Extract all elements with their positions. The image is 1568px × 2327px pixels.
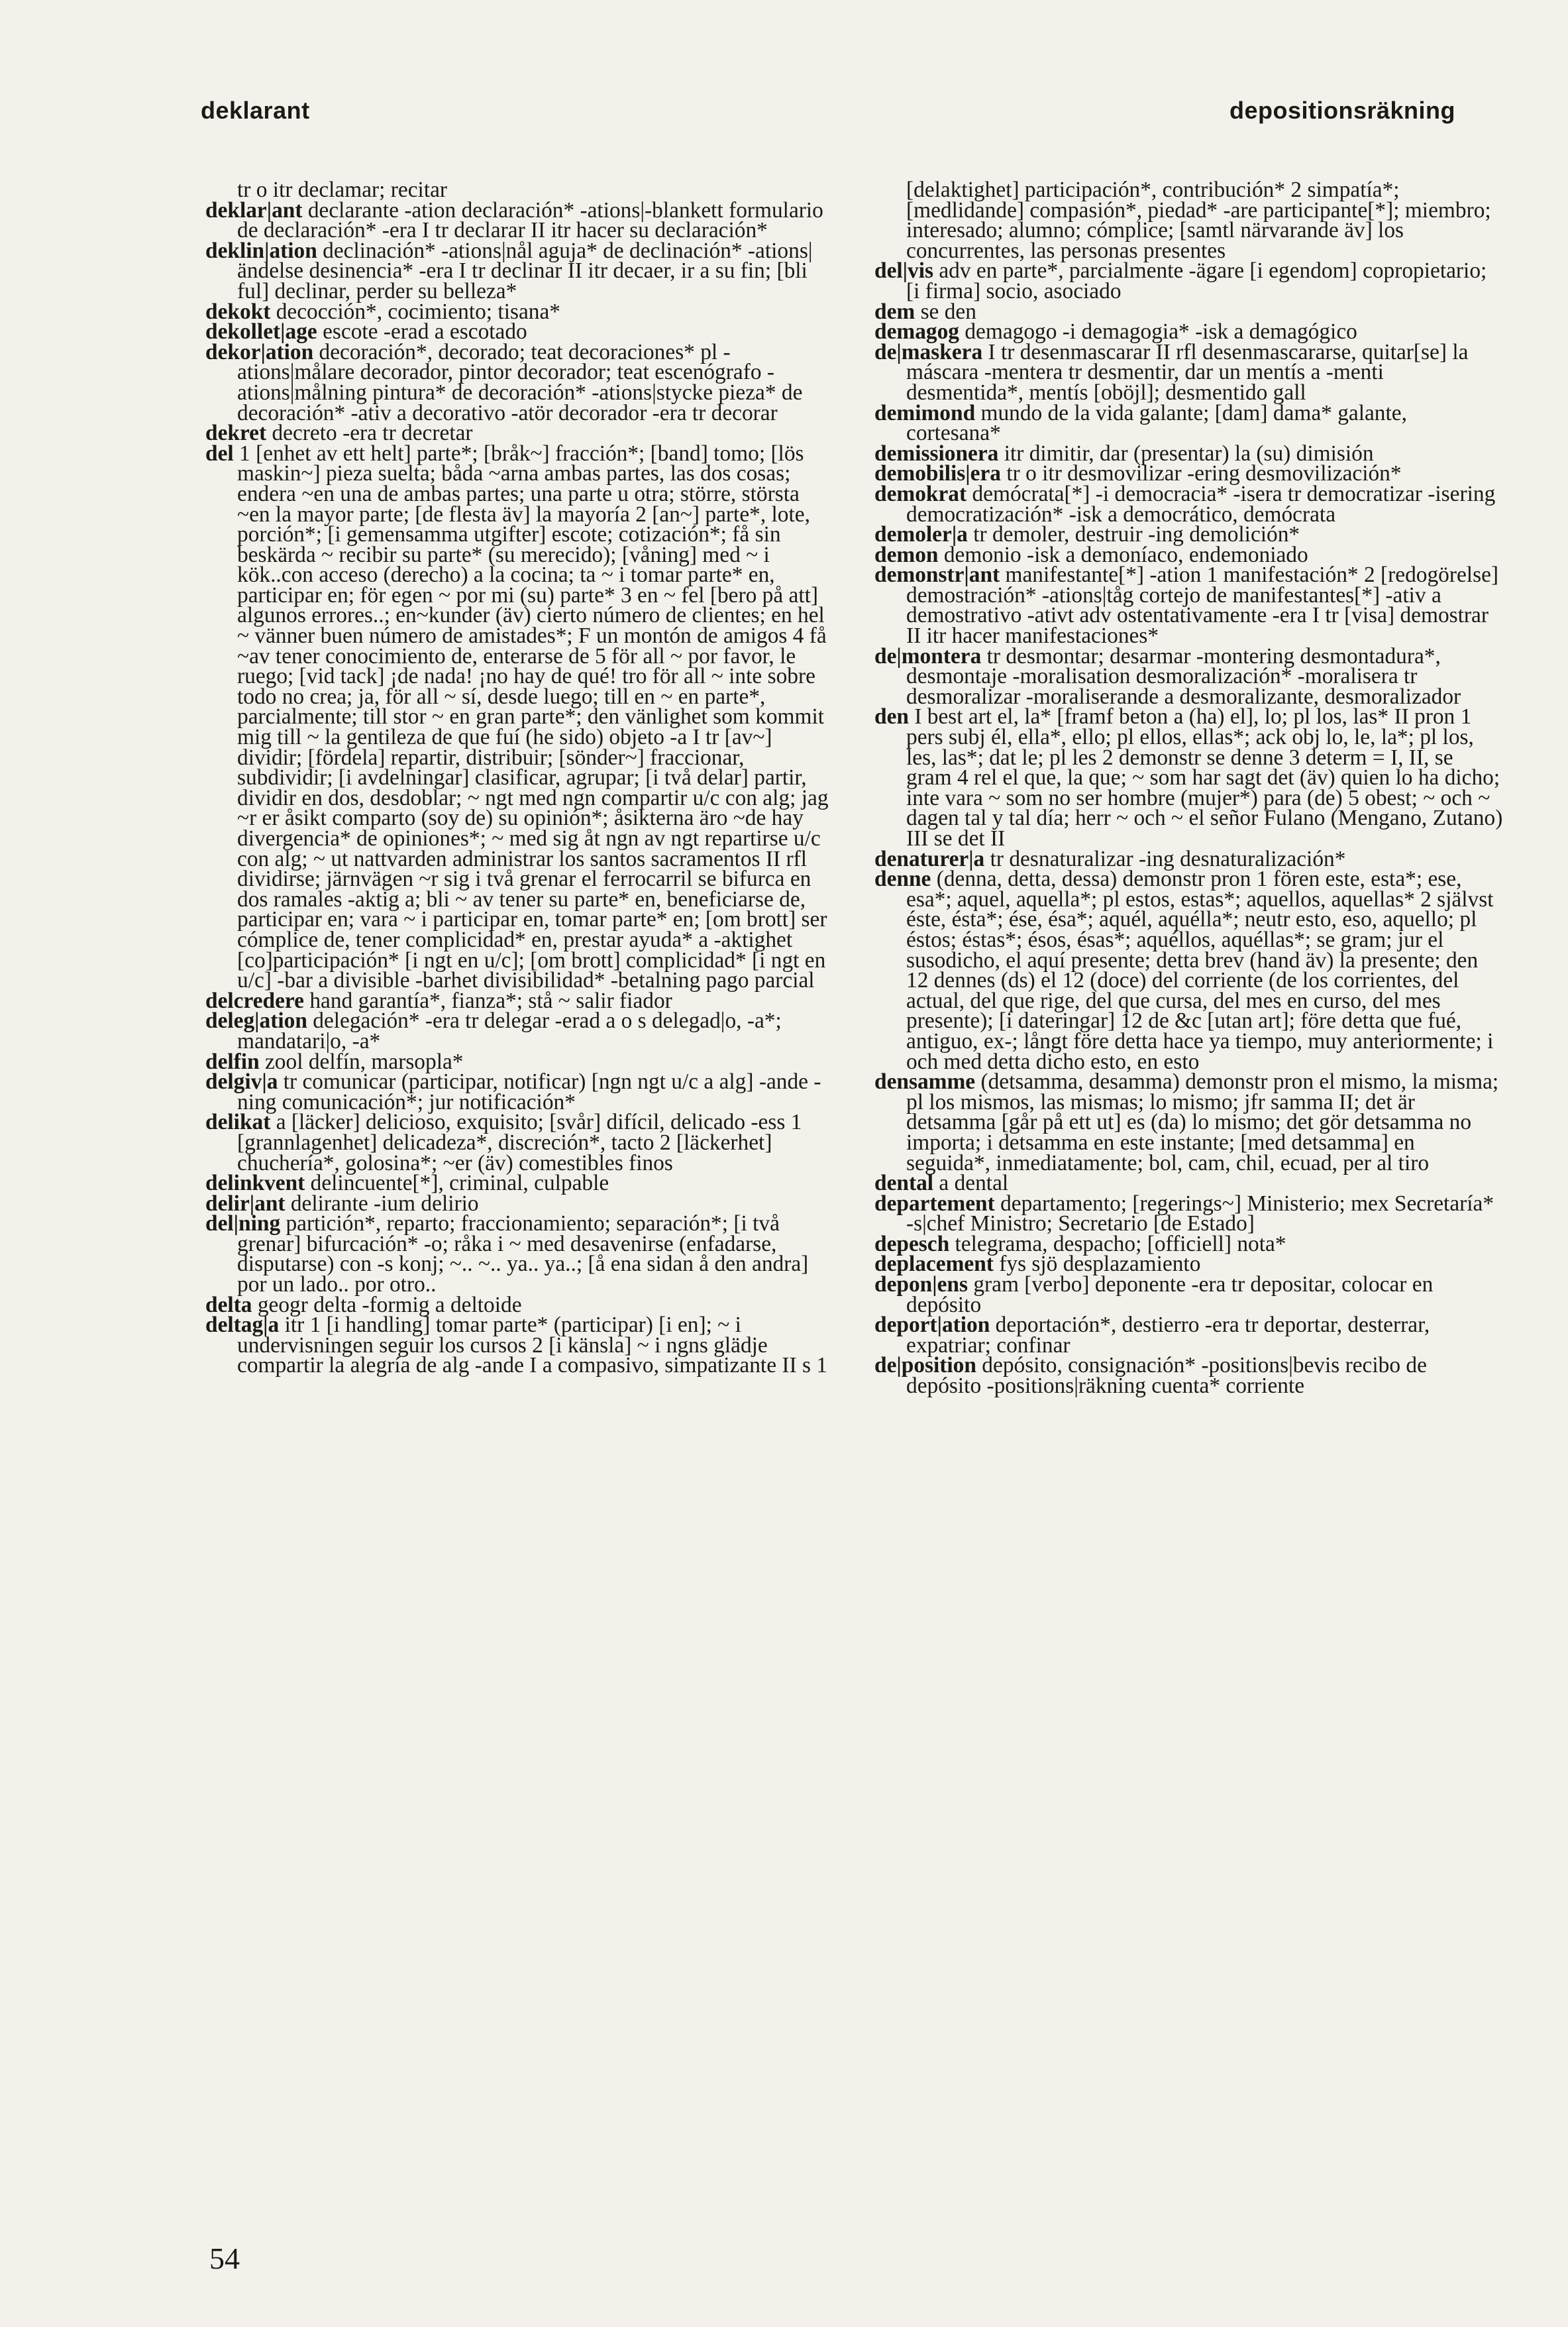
headword: deport|ation	[874, 1313, 990, 1338]
headword: delikat	[205, 1110, 271, 1135]
page-number: 54	[209, 2242, 240, 2275]
headword: demon	[874, 542, 939, 567]
headword: demonstr|ant	[874, 563, 1000, 588]
dictionary-entry: demimond mundo de la vida galante; [dam] dama* galante, cortesana*	[874, 400, 1407, 446]
headword: demoler|a	[874, 522, 968, 547]
dictionary-entry: dem se den	[874, 299, 976, 324]
dictionary-entry: demoler|a tr demoler, destruir -ing demolición*	[874, 522, 1300, 547]
headword: deltag|a	[205, 1313, 280, 1338]
dictionary-entry: den I best art el, la* [framf beton a (ha) el], lo; pl los, las* II pron 1 pers subj él, ella*, ello; pl ellos, ellas*; ack obj lo, le, la*; pl los, les, las*; dat le; pl les 2 demonstr se denne 3 determ = I, II, se gram 4 rel el que, la que; ~ som har sagt det (äv) quien lo ha dicho; inte vara ~ som no ser hombre (mujer*) para (de) 5 obest; ~ och ~ dagen tal y tal día; herr ~ och ~ el señor Fulano (Mengano, Zutano) III se det II	[874, 704, 1503, 851]
headword: den	[874, 704, 909, 730]
headword: densamme	[874, 1069, 976, 1095]
dictionary-entry: delta geogr delta -formig a deltoide	[205, 1292, 522, 1317]
dictionary-entry: deleg|ation delegación* -era tr delegar -erad a o s delegad|o, -a*; mandatari|o, -a*	[205, 1008, 782, 1054]
dictionary-entry: dekollet|age escote -erad a escotado	[205, 319, 527, 345]
dictionary-entry: delcredere hand garantía*, fianza*; stå ~ salir fiador	[205, 988, 672, 1013]
headword: demokrat	[874, 481, 967, 506]
dictionary-entry: departement departamento; [regerings~] Ministerio; mex Secretaría* -s|chef Ministro; Secretario [de Estado]	[874, 1191, 1494, 1236]
headword: de|maskera	[874, 339, 983, 364]
dictionary-entry: densamme (detsamma, desamma) demonstr pron el mismo, la misma; pl los mismos, las mismas; lo mismo; jfr samma II; det är detsamma [går på ett ut] es (da) lo mismo; det gör detsamma no importa; i detsamma en este instante; [med detsamma] en seguida*, inmediatamente; bol, cam, chil, ecuad, per al tiro	[874, 1069, 1499, 1175]
headword: depon|ens	[874, 1272, 968, 1297]
dictionary-entry: deklar|ant declarante -ation declaración* -ations|-blankett formulario de declaración* -era I tr declarar II itr hacer su declaración*	[205, 197, 823, 243]
dictionary-entry: [delaktighet] participación*, contribución* 2 simpatía*; [medlidande] compasión*, piedad* -are participante[*]; miembro; interesado; alumno; cómplice; [samtl närvarande äv] los concurrentes, las personas presentes	[906, 178, 1491, 263]
dictionary-entry: deplacement fys sjö desplazamiento	[874, 1252, 1201, 1277]
running-head-left: deklarant	[201, 97, 310, 124]
headword: deklin|ation	[205, 238, 317, 263]
headword: delgiv|a	[205, 1069, 278, 1095]
right-column	[874, 180, 1504, 1397]
headword: del|vis	[874, 258, 933, 284]
headword: deklar|ant	[205, 197, 303, 223]
headword: depesch	[874, 1231, 950, 1256]
dictionary-entry: demagog demagogo -i demagogia* -isk a demagógico	[874, 319, 1357, 345]
dictionary-entry: delgiv|a tr comunicar (participar, notificar) [ngn ngt u/c a alg] -ande -ning comunicación*; jur notificación*	[205, 1069, 821, 1114]
headword: demobilis|era	[874, 461, 1001, 486]
headword: demimond	[874, 400, 976, 425]
headword: dekollet|age	[205, 319, 317, 345]
headword: de|position	[874, 1353, 976, 1378]
dictionary-entry: dental a dental	[874, 1171, 1009, 1196]
headword: dekret	[205, 421, 267, 446]
headword: deleg|ation	[205, 1008, 307, 1034]
dictionary-entry: demobilis|era tr o itr desmovilizar -ering desmovilización*	[874, 461, 1402, 486]
headword: delta	[205, 1292, 252, 1317]
dictionary-entry: demokrat demócrata[*] -i democracia* -isera tr democratizar -isering democratización* -isk a democrático, demócrata	[874, 481, 1496, 527]
dictionary-entry: dekokt decocción*, cocimiento; tisana*	[205, 299, 560, 324]
dictionary-entry: demonstr|ant manifestante[*] -ation 1 manifestación* 2 [redogörelse] demostración* -ations|tåg cortejo de manifestantes[*] -ativ a demostrativo -ativt adv ostentativamente -era I tr [visa] demostrar II itr hacer manifestaciones*	[874, 563, 1499, 649]
headword: de|montera	[874, 643, 982, 669]
dictionary-entry: deport|ation deportación*, destierro -era tr deportar, desterrar, expatriar; confinar	[874, 1313, 1430, 1358]
headword: del|ning	[205, 1211, 281, 1236]
headword: denne	[874, 867, 931, 892]
dictionary-entry: de|maskera I tr desenmascarar II rfl desenmascararse, quitar[se] la máscara -mentera tr desmentir, dar un mentís a -menti desmentida*, mentís [oböjl]; desmentido gall	[874, 339, 1469, 405]
headword: delcredere	[205, 988, 304, 1013]
headword: delfin	[205, 1049, 260, 1074]
dictionary-entry: demissionera itr dimitir, dar (presentar) la (su) dimisión	[874, 441, 1374, 466]
dictionary-entry: tr o itr declamar; recitar	[237, 178, 448, 202]
headword: del	[205, 441, 234, 466]
dictionary-entry: denne (denna, detta, dessa) demonstr pron 1 fören este, esta*; ese, esa*; aquel, aquella*; pl estos, estas*; aquellos, aquellas* 2 självst éste, ésta*; ése, ésa*; aquél, aquélla*; neutr esto, eso, aquello; pl éstos; éstas*; ésos, ésas*; aquéllos, aquéllas*; se gram; jur el susodicho, el aquí presente; detta brev (hand äv) la presente; den 12 dennes (ds) el 12 (doce) del corriente (de los corrientes, del actual, del que rige, del que cursa, del mes en curso, del mes presente); [i dateringar] 12 de &c [utan art]; före detta que fué, antiguo, ex-; långt före detta hace ya tiempo, muy anteriormente; i och med detta dicho esto, en esto	[874, 867, 1494, 1074]
dictionary-entry: delir|ant delirante -ium delirio	[205, 1191, 479, 1216]
dictionary-entry: delfin zool delfín, marsopla*	[205, 1049, 464, 1074]
dictionary-entry: delikat a [läcker] delicioso, exquisito; [svår] difícil, delicado -ess 1 [grannlagenhet] delicadeza*, discreción*, tacto 2 [läckerhet] chuchería*, golosina*; ~er (äv) comestibles finos	[205, 1110, 802, 1175]
dictionary-entry: delinkvent delincuente[*], criminal, culpable	[205, 1171, 609, 1196]
headword: dekor|ation	[205, 339, 314, 364]
dictionary-entry: deklin|ation declinación* -ations|nål aguja* de declinación* -ations|ändelse desinencia* -era I tr declinar II itr decaer, ir a su fin; [bli ful] declinar, perder su belleza*	[205, 238, 813, 303]
dictionary-entry: de|montera tr desmontar; desarmar -montering desmontadura*, desmontaje -moralisation desmoralización* -moralisera tr desmoralizar -moraliserande a desmoralizante, desmoralizador	[874, 643, 1461, 709]
headword: dem	[874, 299, 915, 324]
dictionary-entry: del 1 [enhet av ett helt] parte*; [bråk~] fracción*; [band] tomo; [lös maskin~] pieza suelta; båda ~arna ambas partes, las dos cosas; endera ~en una de ambas partes; una parte u otra; större, största ~en la mayor parte; [de flesta äv] la mayoría 2 [an~] parte*, lote, porción*; [i gemensamma utgifter] escote; cotización*; få sin beskärda ~ recibir su parte* (su merecido); [våning] med ~ i kök..con acceso (derecho) a la cocina; ta ~ i tomar parte* en, participar en; för egen ~ por mi (su) parte* 3 en ~ fel [bero på att] algunos errores..; en~kunder (äv) cierto número de clientes; en hel ~ vänner buen número de amistades*; F un montón de amigos 4 få ~av tener conocimiento de, enterarse de 5 för all ~ por favor, le ruego; [vid tack] ¡de nada! ¡no hay de qué! tro för all ~ inte sobre todo no crea; ja, för all ~ sí, desde luego; till en ~ en parte*, parcialmente; till stor ~ en gran parte*; den vänlighet som kommit mig till ~ la gentileza de que fuí (he sido) objeto -a I tr [av~] dividir; [fördela] repartir, distribuir; [sönder~] fraccionar, subdividir; [i avdelningar] clasificar, agrupar; [i två delar] partir, dividir en dos, desdoblar; ~ ngt med ngn compartir u/c con alg; jag ~r er åsikt comparto (soy de) su opinión*; åsikterna äro ~de hay divergencia* de opiniones*; ~ med sig åt ngn av ngt repartirse u/c con alg; ~ ut nattvarden administrar los santos sacramentos II rfl dividirse; järnvägen ~r sig i två grenar el ferrocarril se bifurca en dos ramales -aktig a; bli ~ av tener su parte* en, beneficiarse de, participar en; vara ~ i participar en, tomar parte* en; [om brott] ser cómplice de, tener complicidad* en, prestar ayuda* a -aktighet [co]participación* [i ngt en u/c]; [om brott] complicidad* [i ngt en u/c] -bar a divisible -barhet divisibilidad* -betalning pago parcial	[205, 441, 829, 993]
dictionary-entry: depon|ens gram [verbo] deponente -era tr depositar, colocar en depósito	[874, 1272, 1434, 1317]
headword: dental	[874, 1171, 934, 1196]
dictionary-entry: del|vis adv en parte*, parcialmente -ägare [i egendom] copropietario; [i firma] socio, asociado	[874, 258, 1487, 303]
headword: departement	[874, 1191, 995, 1216]
dictionary-entry: del|ning partición*, reparto; fraccionamiento; separación*; [i två grenar] bifurcación* -o; råka i ~ med desavenirse (enfadarse, disputarse) con -s konj; ~.. ~.. ya.. ya..; [å ena sidan å den andra] por un lado.. por otro..	[205, 1211, 809, 1297]
headword: denaturer|a	[874, 846, 985, 871]
headword: demagog	[874, 319, 959, 345]
dictionary-entry: denaturer|a tr desnaturalizar -ing desnaturalización*	[874, 846, 1346, 871]
headword: deplacement	[874, 1252, 994, 1277]
dictionary-entry: dekret decreto -era tr decretar	[205, 421, 473, 446]
headword: delir|ant	[205, 1191, 286, 1216]
dictionary-entry: deltag|a itr 1 [i handling] tomar parte* (participar) [i en]; ~ i undervisningen seguir los cursos 2 [i känsla] ~ i ngns glädje compartir la alegría de alg -ande I a compasivo, simpatizante II s 1	[205, 1313, 827, 1378]
left-column	[205, 180, 835, 1376]
headword: dekokt	[205, 299, 271, 324]
dictionary-entry: depesch telegrama, despacho; [officiell] nota*	[874, 1231, 1286, 1256]
running-head-right: depositionsräkning	[1229, 97, 1455, 124]
headword: delinkvent	[205, 1171, 305, 1196]
dictionary-entry: de|position depósito, consignación* -positions|bevis recibo de depósito -positions|räkning cuenta* corriente	[874, 1353, 1427, 1399]
dictionary-entry: dekor|ation decoración*, decorado; teat decoraciones* pl -ations|målare decorador, pintor decorador; teat escenógrafo -ations|målning pintura* de decoración* -ations|stycke pieza* de decoración* -ativ a decorativo -atör decorador -era tr decorar	[205, 339, 803, 425]
dictionary-entry: demon demonio -isk a demoníaco, endemoniado	[874, 542, 1308, 567]
headword: demissionera	[874, 441, 999, 466]
